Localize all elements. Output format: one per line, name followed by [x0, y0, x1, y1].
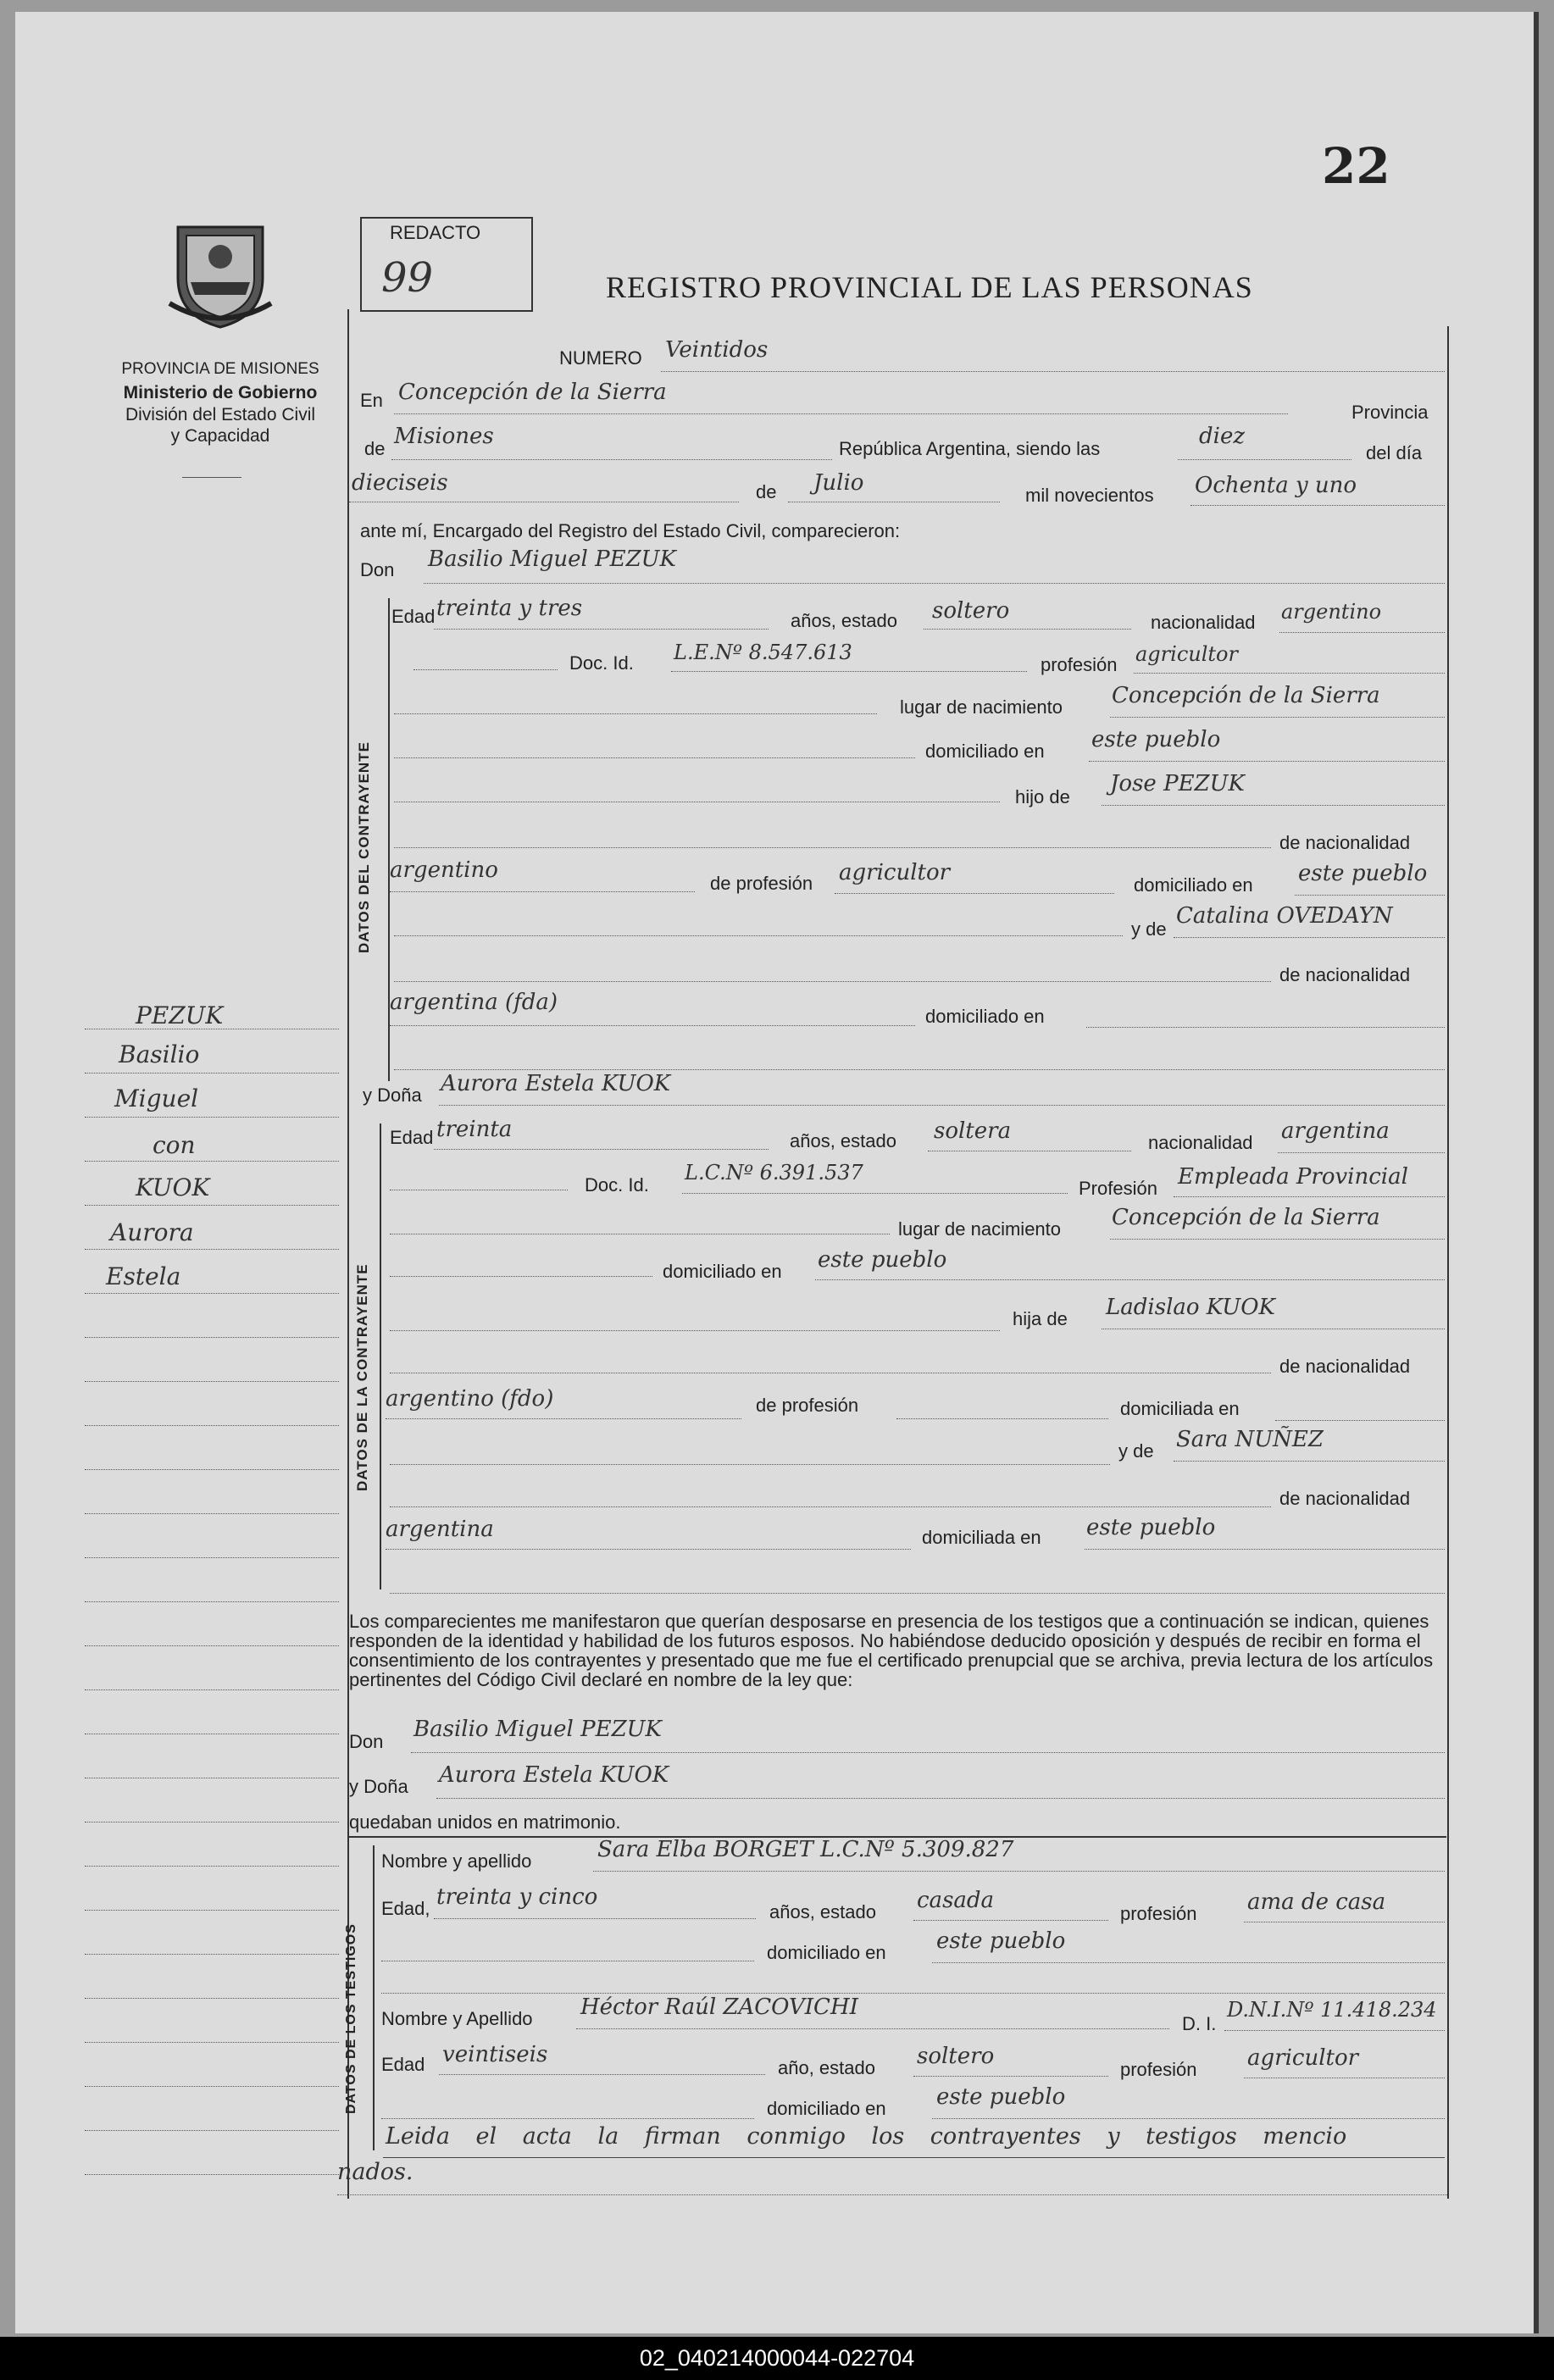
margin-note: KUOK [136, 1173, 210, 1201]
dotted-line [835, 893, 1114, 894]
dona-label: y Doña [363, 1085, 422, 1106]
margin-dotted-line [85, 1645, 339, 1646]
margin-dotted-line [85, 1689, 339, 1690]
c2-de-nac-label-2: de nacionalidad [1279, 1488, 1411, 1509]
provincia-value: Misiones [394, 424, 494, 449]
c2-profesion: Empleada Provincial [1178, 1164, 1408, 1190]
margin-note: Miguel [114, 1085, 199, 1112]
c1-yde-label: y de [1131, 918, 1167, 940]
dotted-line [932, 1962, 1445, 1963]
del-dia-label: del día [1366, 442, 1423, 463]
t2-nombre: Héctor Raúl ZACOVICHI [580, 1994, 858, 2020]
dotted-line [434, 1918, 756, 1919]
dotted-line [394, 935, 1123, 936]
c1-nacionalidad: argentino [1281, 600, 1382, 624]
c2-padre-nac: argentino (fdo) [386, 1386, 554, 1412]
dotted-line [390, 1593, 1445, 1594]
c2-domicilio: este pueblo [818, 1247, 947, 1273]
c2-estado: soltera [934, 1118, 1012, 1144]
c2-hija-label: hija de [1013, 1308, 1068, 1329]
dotted-line [391, 459, 832, 460]
dotted-line [386, 1549, 911, 1550]
mil-label: mil novecientos [1025, 485, 1154, 506]
c1-lugar: Concepción de la Sierra [1112, 683, 1380, 708]
page-title: REGISTRO PROVINCIAL DE LAS PERSONAS [606, 270, 1253, 304]
dotted-line [1102, 805, 1445, 806]
margin-note: con [153, 1131, 196, 1159]
c2-madre-nac: argentina [386, 1517, 494, 1542]
c2-padre-dom-label: domiciliada en [1120, 1398, 1240, 1419]
c2-doc: L.C.Nº 6.391.537 [685, 1161, 863, 1184]
dotted-line [815, 1279, 1445, 1280]
dotted-line [381, 2118, 754, 2119]
dotted-line [394, 413, 1288, 414]
dotted-line [1110, 1239, 1445, 1240]
dotted-line [1110, 717, 1445, 718]
c2-de-nac-label: de nacionalidad [1279, 1356, 1411, 1377]
dotted-line [413, 669, 558, 670]
margin-note: Estela [106, 1262, 181, 1290]
c2-madre-dom-label: domiciliada en [922, 1527, 1041, 1548]
dotted-line [913, 2076, 1108, 2077]
lugar-value: Concepción de la Sierra [398, 380, 667, 405]
marriage-don-label: Don [349, 1731, 384, 1752]
c2-doc-label: Doc. Id. [585, 1174, 649, 1196]
don-label: Don [360, 559, 395, 580]
margin-note: Basilio [119, 1040, 200, 1068]
margin-dotted-line [85, 2174, 339, 2175]
right-border-line [1447, 326, 1449, 2199]
margin-dotted-line [85, 1469, 339, 1470]
underline [383, 2157, 1445, 2158]
margin-dotted-line [85, 2130, 339, 2131]
c2-nacionalidad: argentina [1281, 1118, 1390, 1144]
dotted-line [932, 2118, 1445, 2119]
redacto-mark: 99 [381, 254, 434, 302]
provincia-label: Provincia [1351, 402, 1429, 423]
dotted-line [1086, 1027, 1445, 1028]
de2-label: de [756, 481, 777, 502]
c2-yde-label: y de [1118, 1440, 1154, 1462]
c2-lugar-label: lugar de nacimiento [898, 1218, 1062, 1240]
c1-lugar-label: lugar de nacimiento [900, 696, 1063, 718]
dotted-line [390, 1464, 1110, 1465]
numero-label: NUMERO [559, 347, 642, 369]
margin-dotted-line [85, 1866, 339, 1867]
margin-note: PEZUK [136, 1001, 224, 1029]
dotted-line [671, 671, 1027, 672]
dotted-line [390, 1276, 652, 1277]
margin-dotted-line [85, 1381, 339, 1382]
t2-profesion: agricultor [1247, 2045, 1359, 2071]
t2-di-label: D. I. [1182, 2013, 1217, 2034]
margin-dotted-line [85, 1910, 339, 1911]
c1-padre-prof-label: de profesión [710, 873, 813, 894]
marriage-dona: Aurora Estela KUOK [439, 1762, 669, 1788]
dotted-line [394, 713, 877, 714]
c1-madre: Catalina OVEDAYN [1176, 903, 1393, 929]
c1-doc: L.E.Nº 8.547.613 [674, 641, 852, 664]
declaration-paragraph: Los comparecientes me manifestaron que querían desposarse en presencia de los testigos que a continuación se indican, quienes responden de la identidad y habilidad de los futuros esposos. No habiéndose deducido oposición y después de recibir en forma el consentimiento de los contrayentes y presentado que me fue el certificado prenupcial que se archiva, previa lectura de los artículos pertinentes del Código Civil declaré en nombre de la ley que: [349, 1611, 1434, 1690]
dotted-line [436, 1798, 1445, 1799]
margin-dotted-line [85, 1425, 339, 1426]
mes-value: Julio [813, 470, 864, 496]
dotted-line [1275, 1420, 1445, 1421]
c2-nac-label: nacionalidad [1148, 1132, 1253, 1153]
province-seal-icon [161, 210, 280, 329]
numero-value: Veintidos [665, 337, 769, 363]
page-number: 22 [1322, 137, 1390, 195]
section-bracket [373, 1845, 375, 2150]
dotted-line [434, 629, 769, 630]
c1-madre-dom-label: domiciliado en [925, 1006, 1045, 1027]
margin-line [347, 309, 349, 2199]
dotted-line [1174, 937, 1445, 938]
marriage-dona-label: y Doña [349, 1776, 408, 1797]
t2-estado: soltero [917, 2044, 995, 2069]
dia-value: dieciseis [352, 470, 448, 496]
c1-padre-prof: agricultor [839, 860, 951, 885]
department-division: División del Estado Civil [125, 405, 316, 424]
c1-madre-nac: argentina (fda) [390, 990, 558, 1015]
dotted-line [394, 847, 1271, 848]
dotted-line [386, 1418, 741, 1419]
dotted-line [439, 1105, 1445, 1106]
dotted-line [394, 757, 915, 758]
c2-padre-prof-label: de profesión [756, 1395, 859, 1416]
margin-dotted-line [85, 2042, 339, 2043]
c1-doc-label: Doc. Id. [569, 652, 634, 674]
dotted-line [411, 1752, 1445, 1753]
dotted-line [337, 2194, 1447, 2195]
c2-madre-dom: este pueblo [1086, 1515, 1216, 1540]
t1-anios-label: años, estado [769, 1901, 876, 1922]
dotted-line [390, 891, 695, 892]
section-label-contrayenta: DATOS DE LA CONTRAYENTE [354, 1263, 370, 1491]
document-id-footer: 02_040214000044-022704 [0, 2337, 1554, 2380]
t1-edad-label: Edad, [381, 1898, 430, 1919]
margin-dotted-line [85, 1249, 339, 1250]
c2-anios-label: años, estado [790, 1130, 896, 1151]
dotted-line [1279, 632, 1445, 633]
t2-nombre-label: Nombre y Apellido [381, 2008, 533, 2029]
t1-profesion: ama de casa [1247, 1889, 1386, 1915]
department-ministry: Ministerio de Gobierno [123, 383, 318, 402]
de-label: de [364, 438, 386, 459]
c2-prof-label: Profesión [1079, 1178, 1157, 1199]
margin-dotted-line [85, 1337, 339, 1338]
dotted-line [1085, 1549, 1445, 1550]
t1-estado: casada [917, 1888, 995, 1913]
unidos-text: quedaban unidos en matrimonio. [349, 1811, 621, 1833]
closing-line-1: Leida el acta la firman conmigo los contrayentes y testigos mencio [386, 2123, 1347, 2150]
marriage-don: Basilio Miguel PEZUK [413, 1717, 662, 1742]
c1-padre-nac: argentino [390, 857, 498, 883]
t2-di: D.N.I.Nº 11.418.234 [1227, 1998, 1437, 2022]
c1-estado: soltero [932, 598, 1010, 624]
c2-padre: Ladislao KUOK [1106, 1295, 1275, 1320]
c2-lugar: Concepción de la Sierra [1112, 1205, 1380, 1230]
t2-dom-label: domiciliado en [767, 2098, 886, 2119]
margin-dotted-line [85, 1954, 339, 1955]
c1-anios-label: años, estado [791, 610, 897, 631]
section-label-contrayente: DATOS DEL CONTRAYENTE [356, 741, 372, 953]
divider [182, 477, 241, 478]
margin-dotted-line [85, 1557, 339, 1558]
t1-nombre: Sara Elba BORGET L.C.Nº 5.309.827 [597, 1837, 1014, 1862]
department-capacity: y Capacidad [170, 426, 270, 446]
t2-prof-label: profesión [1120, 2059, 1197, 2080]
c2-edad-label: Edad [390, 1127, 434, 1148]
dotted-line [1224, 2030, 1445, 2031]
dotted-line [1295, 895, 1445, 896]
dotted-line [381, 1993, 1445, 1994]
dotted-line [593, 1871, 1445, 1872]
margin-dotted-line [85, 2086, 339, 2087]
margin-dotted-line [85, 1161, 339, 1162]
dotted-line [1089, 761, 1445, 762]
c1-de-nac-label-2: de nacionalidad [1279, 964, 1411, 985]
c1-prof-label: profesión [1041, 654, 1118, 675]
margin-dotted-line [85, 1205, 339, 1206]
contrayente1-name: Basilio Miguel PEZUK [428, 546, 676, 572]
dotted-line [1178, 459, 1351, 460]
c1-de-nac-label: de nacionalidad [1279, 832, 1411, 853]
t1-edad: treinta y cinco [436, 1884, 598, 1910]
dotted-line [1174, 1196, 1445, 1197]
t2-edad: veintiseis [442, 2042, 548, 2067]
anio-value: Ochenta y uno [1195, 473, 1357, 498]
t2-anios-label: año, estado [778, 2057, 875, 2078]
margin-dotted-line [85, 1293, 339, 1294]
c1-hijo-label: hijo de [1015, 786, 1070, 807]
c1-edad-label: Edad [391, 606, 436, 627]
dotted-line [661, 371, 1445, 372]
dotted-line [394, 1069, 1445, 1070]
margin-dotted-line [85, 1601, 339, 1602]
republica-label: República Argentina, siendo las [839, 438, 1101, 459]
dotted-line [390, 1025, 915, 1026]
c2-edad: treinta [436, 1117, 513, 1142]
t2-edad-label: Edad [381, 2054, 425, 2075]
ante-label: ante mí, Encargado del Registro del Estado Civil, comparecieron: [360, 520, 901, 541]
dotted-line [1174, 1461, 1445, 1462]
dotted-line [682, 1193, 1068, 1194]
dotted-line [896, 1418, 1108, 1419]
t1-nombre-label: Nombre y apellido [381, 1850, 532, 1872]
margin-note: Aurora [110, 1218, 194, 1246]
en-label: En [360, 390, 383, 411]
dotted-line [439, 2074, 765, 2075]
dotted-line [424, 583, 1445, 584]
section-label-testigos: DATOS DE LOS TESTIGOS [344, 1923, 358, 2114]
department-province: PROVINCIA DE MISIONES [121, 360, 319, 378]
t2-domicilio: este pueblo [936, 2084, 1066, 2110]
dotted-line [434, 1149, 769, 1150]
dotted-line [394, 981, 1271, 982]
hora-value: diez [1199, 424, 1246, 449]
t1-dom-label: domiciliado en [767, 1942, 886, 1963]
redacto-label: REDACTO [390, 222, 481, 243]
dotted-line [390, 1330, 1000, 1331]
margin-dotted-line [85, 1513, 339, 1514]
c1-padre: Jose PEZUK [1110, 771, 1245, 796]
c2-madre: Sara NUÑEZ [1176, 1427, 1324, 1452]
c2-dom-label: domiciliado en [663, 1261, 782, 1282]
dotted-line [1190, 505, 1445, 506]
c1-padre-dom-label: domiciliado en [1134, 874, 1253, 896]
c1-dom-label: domiciliado en [925, 741, 1045, 762]
dotted-line [390, 1506, 1271, 1507]
dotted-line [576, 2028, 1169, 2029]
margin-dotted-line [85, 1998, 339, 1999]
dotted-line [924, 629, 1131, 630]
dotted-line [913, 1920, 1108, 1921]
c1-padre-dom: este pueblo [1298, 861, 1428, 886]
c1-profesion: agricultor [1135, 642, 1238, 666]
margin-dotted-line [85, 1117, 339, 1118]
dotted-line [1278, 1152, 1445, 1153]
t1-prof-label: profesión [1120, 1903, 1197, 1924]
c1-domicilio: este pueblo [1091, 727, 1221, 752]
c1-nac-label: nacionalidad [1151, 612, 1256, 633]
contrayente2-name: Aurora Estela KUOK [441, 1071, 671, 1096]
closing-line-2: nados. [337, 2159, 413, 2185]
section-bracket [380, 1123, 381, 1589]
dotted-line [1134, 673, 1445, 674]
t1-domicilio: este pueblo [936, 1928, 1066, 1954]
c1-edad: treinta y tres [436, 596, 583, 621]
